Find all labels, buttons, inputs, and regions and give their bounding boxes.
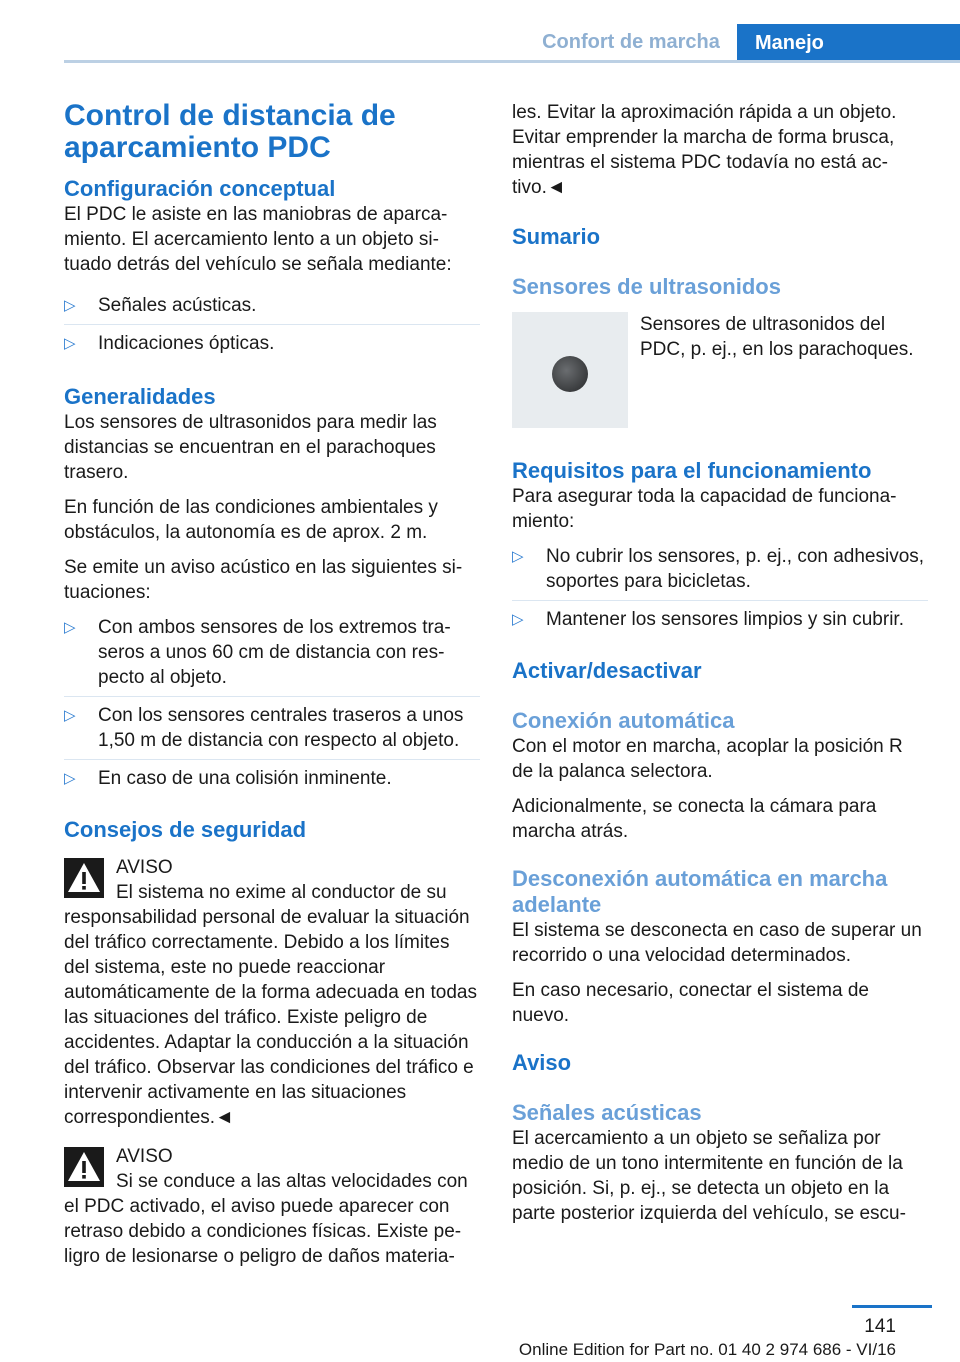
general-p2: En función de las condiciones ambientales y obstáculos, la autonomía es de aprox. 2 m.	[64, 497, 438, 543]
header-rule	[64, 60, 960, 63]
general-list	[64, 609, 480, 797]
auto-off-heading: Desconexión automática en marcha adelante	[512, 866, 888, 917]
list-item: ▷ No cubrir los sensores, p. ej., con adhesivos, soportes para bicicletas.	[512, 538, 928, 601]
list-item: ▷ Señales acústicas.	[64, 287, 480, 325]
list-item: ▷ Indicaciones ópticas.	[64, 333, 275, 354]
footer-rule	[852, 1305, 932, 1308]
auto-off-p2: En caso necesario, conectar el sistema de nuevo.	[512, 980, 869, 1026]
auto-off-p1: El sistema se desconecta en caso de superar un recorrido o una velocidad determinados.	[512, 920, 922, 966]
warning-triangle-icon	[64, 1147, 104, 1187]
triangle-right-icon: ▷	[64, 770, 76, 787]
auto-on-p1: Con el motor en marcha, acoplar la posición R de la palanca selectora.	[512, 736, 903, 782]
warning-text: El sistema no exime al conductor de su responsabilidad personal de evaluar la situación del tráfico correctamente. Debido a los límites del sistema, este no puede reaccionar automáticamente de la forma adecuada en todas las situaciones del tráfico. Existe peligro de accidentes. Adaptar la conducción a la situación del tráfico. Observar las condiciones del tráfico e intervenir activamente en las situaciones correspondientes.◄	[64, 882, 477, 1128]
warning-block-2	[64, 1144, 480, 1269]
sensor-icon	[552, 356, 588, 392]
requirements-text: Para asegurar toda la capacidad de funcionamiento:	[512, 486, 897, 532]
concept-list	[64, 287, 480, 362]
concept-heading: Configuración conceptual	[64, 176, 336, 201]
continued-text: les. Evitar la aproximación rápida a un objeto. Evitar emprender la marcha de forma brusca, mientras el sistema PDC todavía no está activo.◄	[512, 102, 897, 198]
triangle-right-icon: ▷	[64, 335, 76, 352]
page-number: 141	[864, 1316, 896, 1337]
auto-on-heading: Conexión automática	[512, 708, 735, 733]
acoustic-heading: Señales acústicas	[512, 1100, 702, 1125]
warning-label: AVISO	[116, 857, 173, 878]
triangle-right-icon: ▷	[64, 297, 76, 314]
general-p3: Se emite un aviso acústico en las siguientes situaciones:	[64, 557, 463, 603]
concept-text: El PDC le asiste en las maniobras de aparcamiento. El acercamiento lento a un objeto situado detrás del vehículo se señala mediante:	[64, 204, 452, 275]
warning-block-1	[64, 855, 480, 1130]
page-title: Control de distancia de aparcamiento PDC	[64, 99, 396, 164]
list-item: ▷ Con ambos sensores de los extremos traseros a unos 60 cm de distancia con respecto al objeto.	[64, 609, 480, 697]
warning-label: AVISO	[116, 1146, 173, 1167]
left-column	[64, 100, 480, 1281]
notice-heading: Aviso	[512, 1050, 572, 1075]
warning-text: Si se conduce a las altas velocidades con el PDC activado, el aviso puede aparecer con retraso debido a condiciones físicas. Existe peligro de lesionarse o peligro de daños materia-	[64, 1171, 468, 1267]
requirements-heading: Requisitos para el funcionamiento	[512, 458, 872, 483]
safety-heading: Consejos de seguridad	[64, 817, 307, 842]
acoustic-text: El acercamiento a un objeto se señaliza por medio de un tono intermitente en función de la posición. Si, p. ej., se detecta un objeto en la parte posterior izquierda del vehículo, se escu-	[512, 1128, 906, 1224]
auto-on-p2: Adicionalmente, se conecta la cámara para marcha atrás.	[512, 796, 877, 842]
triangle-right-icon: ▷	[512, 611, 524, 628]
edition-info: Online Edition for Part no. 01 40 2 974 686 - VI/16	[518, 1340, 896, 1359]
sensors-text: Sensores de ultrasonidos del PDC, p. ej., en los parachoques.	[640, 314, 914, 360]
triangle-right-icon: ▷	[64, 707, 76, 724]
triangle-right-icon: ▷	[512, 548, 524, 565]
header-chapter-tab: Manejo	[737, 24, 960, 63]
right-column	[512, 100, 928, 1236]
triangle-right-icon: ▷	[64, 619, 76, 636]
summary-heading: Sumario	[512, 224, 601, 249]
requirements-list	[512, 538, 928, 638]
header-section-tab: Confort de marcha	[542, 31, 720, 53]
warning-triangle-icon	[64, 858, 104, 898]
list-item: ▷ Con los sensores centrales traseros a unos 1,50 m de distancia con respecto al objeto.	[64, 697, 480, 760]
list-item: ▷ Mantener los sensores limpios y sin cubrir.	[512, 609, 904, 630]
activate-heading: Activar/desactivar	[512, 658, 702, 683]
sensors-heading: Sensores de ultrasonidos	[512, 274, 781, 299]
list-item: ▷ En caso de una colisión inminente.	[64, 768, 392, 789]
general-p1: Los sensores de ultrasonidos para medir las distancias se encuentran en el parachoques trasero.	[64, 412, 437, 483]
general-heading: Generalidades	[64, 384, 216, 409]
ultrasonic-sensor-image	[512, 312, 628, 428]
